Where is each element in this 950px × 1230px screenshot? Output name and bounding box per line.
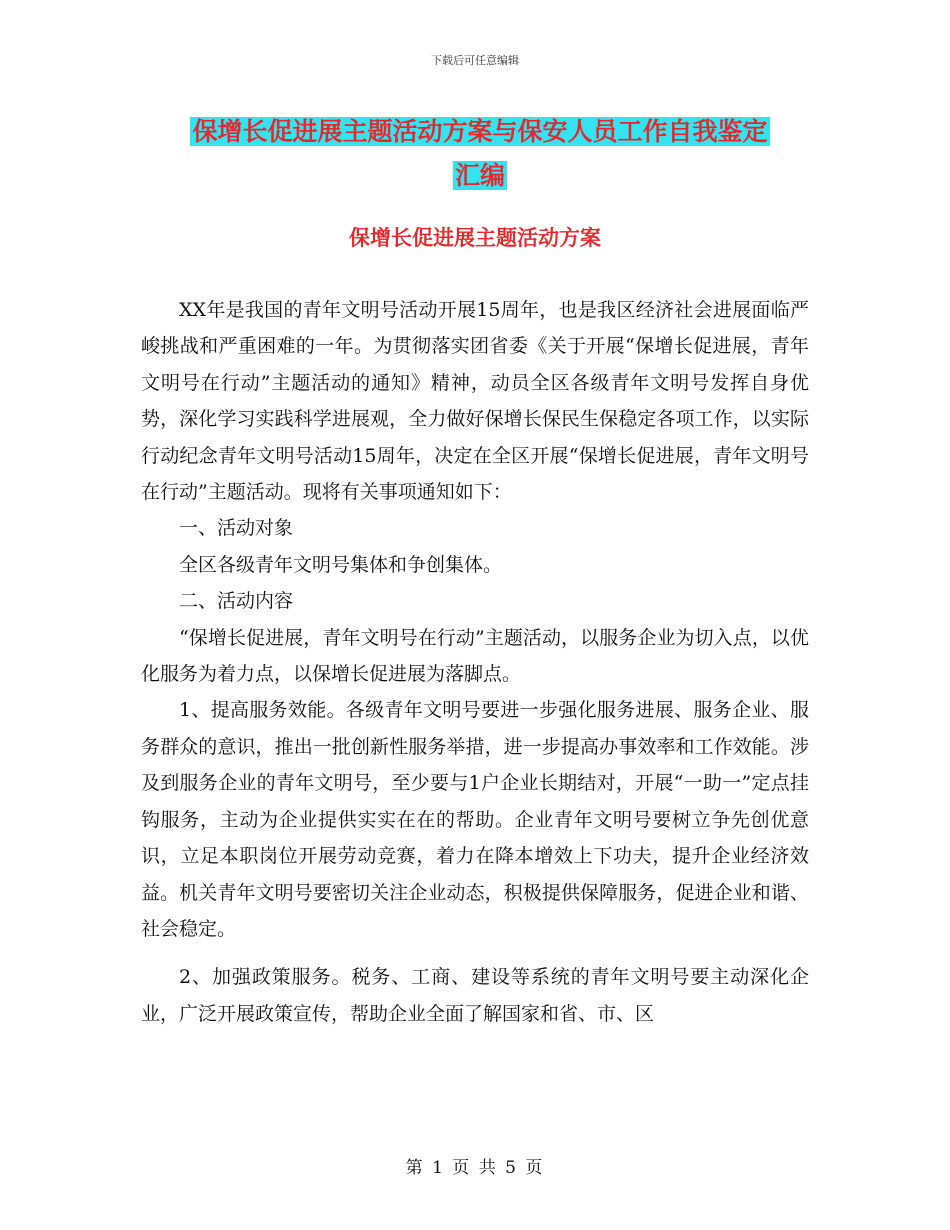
heading-activity-content: 二、活动内容 (179, 590, 294, 613)
section-title: 保增长促进展主题活动方案 (349, 225, 601, 250)
document-title-line-1: 保增长促进展主题活动方案与保安人员工作自我鉴定 (192, 117, 768, 146)
document-body (141, 292, 809, 1032)
paragraph-item-1: 1、提高服务效能。各级青年文明号要进一步强化服务进展、服务企业、服务群众的意识，推出一批创新性服务举措，进一步提高办事效率和工作效能。涉及到服务企业的青年文明号，至少要与1户企业长期结对，开展“一助一”定点挂钩服务，主动为企业提供实实在在的帮助。企业青年文明号要树立争先创优意识，立足本职岗位开展劳动竞赛，着力在降本增效上下功夫，提升企业经济效益。机关青年文明号要密切关注企业动态，积极提供保障服务，促进企业和谐、社会稳定。 (141, 699, 809, 940)
paragraph-activity-target: 全区各级青年文明号集体和争创集体。 (179, 553, 503, 576)
document-title (140, 110, 820, 198)
paragraph-item-2: 2、加强政策服务。税务、工商、建设等系统的青年文明号要主动深化企业，广泛开展政策宣传，帮助企业全面了解国家和省、市、区 (141, 966, 809, 1025)
heading-activity-target: 一、活动对象 (179, 517, 294, 540)
paragraph-intro: XX年是我国的青年文明号活动开展15周年，也是我区经济社会进展面临严峻挑战和严重困难的一年。为贯彻落实团省委《关于开展“保增长促进展，青年文明号在行动”主题活动的通知》精神，动员全区各级青年文明号发挥自身优势，深化学习实践科学进展观，全力做好保增长保民生保稳定各项工作，以实际行动纪念青年文明号活动15周年，决定在全区开展“保增长促进展，青年文明号在行动”主题活动。现将有关事项通知如下： (141, 299, 809, 504)
document-title-line-2: 汇编 (454, 161, 505, 190)
page-header: 下载后可任意编辑 (431, 54, 519, 67)
page-footer: 第 1 页 共 5 页 (405, 1158, 545, 1178)
paragraph-activity-content: “保增长促进展，青年文明号在行动”主题活动，以服务企业为切入点，以优化服务为着力点，以保增长促进展为落脚点。 (141, 626, 809, 686)
